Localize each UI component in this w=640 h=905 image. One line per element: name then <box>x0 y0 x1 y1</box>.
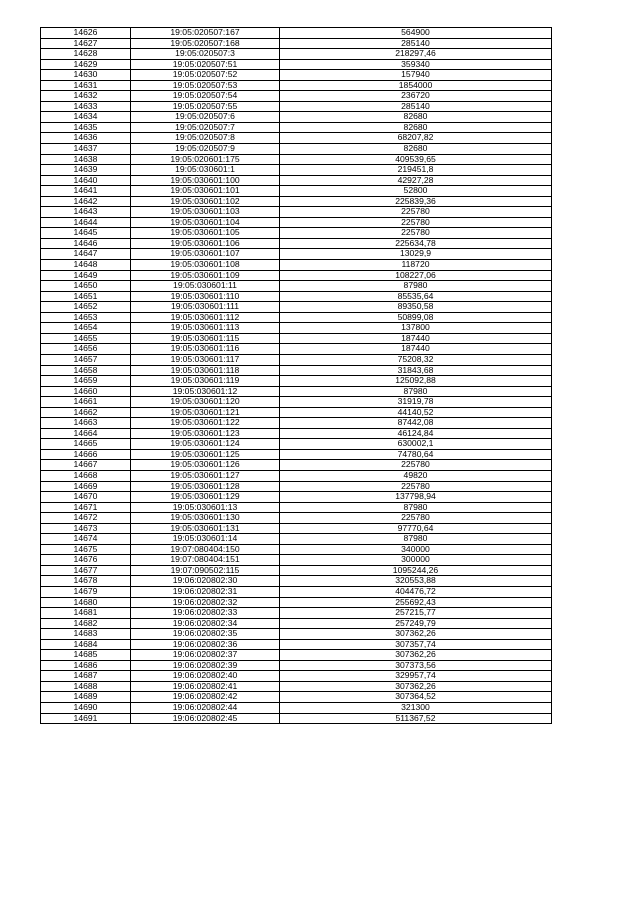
value-cell: 52800 <box>280 186 552 197</box>
table-row <box>41 38 552 49</box>
table-row <box>41 386 552 397</box>
value-cell: 225839,36 <box>280 196 552 207</box>
table-row <box>41 112 552 123</box>
value-cell: 89350,58 <box>280 302 552 313</box>
cadastral-number-cell: 19:05:030601:131 <box>131 523 280 534</box>
cadastral-number-cell: 19:05:030601:123 <box>131 428 280 439</box>
value-cell: 74780,64 <box>280 449 552 460</box>
cadastral-number-cell: 19:05:020507:7 <box>131 122 280 133</box>
value-cell: 87980 <box>280 281 552 292</box>
table-row <box>41 186 552 197</box>
table-row <box>41 133 552 144</box>
table-row <box>41 281 552 292</box>
table-row <box>41 59 552 70</box>
row-number-cell: 14650 <box>41 281 131 292</box>
row-number-cell: 14639 <box>41 165 131 176</box>
value-cell: 1095244,26 <box>280 565 552 576</box>
cadastral-number-cell: 19:05:030601:110 <box>131 291 280 302</box>
table-row <box>41 692 552 703</box>
value-cell: 1854000 <box>280 80 552 91</box>
table-row <box>41 534 552 545</box>
cadastral-number-cell: 19:05:030601:111 <box>131 302 280 313</box>
cadastral-number-cell: 19:05:030601:127 <box>131 470 280 481</box>
row-number-cell: 14654 <box>41 323 131 334</box>
table-row <box>41 196 552 207</box>
value-cell: 404476,72 <box>280 586 552 597</box>
row-number-cell: 14644 <box>41 217 131 228</box>
table-row <box>41 354 552 365</box>
row-number-cell: 14675 <box>41 544 131 555</box>
value-cell: 68207,82 <box>280 133 552 144</box>
row-number-cell: 14630 <box>41 70 131 81</box>
value-cell: 307357,74 <box>280 639 552 650</box>
value-cell: 82680 <box>280 122 552 133</box>
cadastral-number-cell: 19:05:030601:11 <box>131 281 280 292</box>
row-number-cell: 14649 <box>41 270 131 281</box>
table-row <box>41 344 552 355</box>
cadastral-number-cell: 19:05:030601:122 <box>131 418 280 429</box>
table-row <box>41 376 552 387</box>
row-number-cell: 14679 <box>41 586 131 597</box>
cadastral-number-cell: 19:05:030601:100 <box>131 175 280 186</box>
value-cell: 50899,08 <box>280 312 552 323</box>
cadastral-number-cell: 19:06:020802:33 <box>131 608 280 619</box>
value-cell: 300000 <box>280 555 552 566</box>
value-cell: 257249,79 <box>280 618 552 629</box>
table-row <box>41 586 552 597</box>
cadastral-number-cell: 19:06:020802:44 <box>131 703 280 714</box>
cadastral-number-cell: 19:05:030601:106 <box>131 238 280 249</box>
row-number-cell: 14627 <box>41 38 131 49</box>
cadastral-number-cell: 19:05:030601:125 <box>131 449 280 460</box>
value-cell: 157940 <box>280 70 552 81</box>
table-row <box>41 49 552 60</box>
cadastral-number-cell: 19:05:030601:103 <box>131 207 280 218</box>
row-number-cell: 14669 <box>41 481 131 492</box>
cadastral-number-cell: 19:05:030601:101 <box>131 186 280 197</box>
row-number-cell: 14651 <box>41 291 131 302</box>
table-row <box>41 28 552 39</box>
value-cell: 564900 <box>280 28 552 39</box>
cadastral-number-cell: 19:05:030601:128 <box>131 481 280 492</box>
cadastral-number-cell: 19:05:020507:52 <box>131 70 280 81</box>
value-cell: 218297,46 <box>280 49 552 60</box>
table-row <box>41 597 552 608</box>
table-row <box>41 397 552 408</box>
table-row <box>41 618 552 629</box>
row-number-cell: 14653 <box>41 312 131 323</box>
value-cell: 42927,28 <box>280 175 552 186</box>
row-number-cell: 14635 <box>41 122 131 133</box>
cadastral-number-cell: 19:06:020802:40 <box>131 671 280 682</box>
value-cell: 225780 <box>280 481 552 492</box>
row-number-cell: 14652 <box>41 302 131 313</box>
table-row <box>41 555 552 566</box>
table-row <box>41 523 552 534</box>
cadastral-number-cell: 19:06:020802:36 <box>131 639 280 650</box>
cadastral-number-cell: 19:05:030601:112 <box>131 312 280 323</box>
row-number-cell: 14684 <box>41 639 131 650</box>
cadastral-number-cell: 19:07:090502:115 <box>131 565 280 576</box>
value-cell: 187440 <box>280 333 552 344</box>
value-cell: 125092,88 <box>280 376 552 387</box>
row-number-cell: 14631 <box>41 80 131 91</box>
value-cell: 31843,68 <box>280 365 552 376</box>
table-row <box>41 101 552 112</box>
cadastral-number-cell: 19:05:030601:109 <box>131 270 280 281</box>
table-row <box>41 270 552 281</box>
table-row <box>41 470 552 481</box>
row-number-cell: 14638 <box>41 154 131 165</box>
row-number-cell: 14674 <box>41 534 131 545</box>
table-body <box>41 28 552 724</box>
cadastral-number-cell: 19:06:020802:45 <box>131 713 280 724</box>
table-row <box>41 323 552 334</box>
cadastral-number-cell: 19:05:030601:116 <box>131 344 280 355</box>
cadastral-number-cell: 19:05:020507:168 <box>131 38 280 49</box>
value-cell: 13029,9 <box>280 249 552 260</box>
row-number-cell: 14671 <box>41 502 131 513</box>
value-cell: 118720 <box>280 260 552 271</box>
row-number-cell: 14633 <box>41 101 131 112</box>
value-cell: 329957,74 <box>280 671 552 682</box>
cadastral-number-cell: 19:05:030601:115 <box>131 333 280 344</box>
cadastral-number-cell: 19:06:020802:34 <box>131 618 280 629</box>
row-number-cell: 14646 <box>41 238 131 249</box>
row-number-cell: 14673 <box>41 523 131 534</box>
cadastral-number-cell: 19:05:020507:167 <box>131 28 280 39</box>
value-cell: 46124,84 <box>280 428 552 439</box>
value-cell: 307362,26 <box>280 650 552 661</box>
cadastral-number-cell: 19:05:020507:9 <box>131 144 280 155</box>
cadastral-number-cell: 19:06:020802:39 <box>131 660 280 671</box>
table-row <box>41 312 552 323</box>
row-number-cell: 14683 <box>41 629 131 640</box>
row-number-cell: 14664 <box>41 428 131 439</box>
row-number-cell: 14629 <box>41 59 131 70</box>
value-cell: 87980 <box>280 534 552 545</box>
value-cell: 108227,06 <box>280 270 552 281</box>
cadastral-number-cell: 19:05:030601:130 <box>131 513 280 524</box>
table-row <box>41 502 552 513</box>
cadastral-number-cell: 19:05:020507:55 <box>131 101 280 112</box>
cadastral-number-cell: 19:05:020507:8 <box>131 133 280 144</box>
table-row <box>41 165 552 176</box>
table-row <box>41 460 552 471</box>
value-cell: 511367,52 <box>280 713 552 724</box>
cadastral-number-cell: 19:05:030601:1 <box>131 165 280 176</box>
cadastral-number-cell: 19:05:030601:102 <box>131 196 280 207</box>
row-number-cell: 14670 <box>41 492 131 503</box>
table-row <box>41 565 552 576</box>
value-cell: 307362,26 <box>280 629 552 640</box>
row-number-cell: 14681 <box>41 608 131 619</box>
table-row <box>41 629 552 640</box>
row-number-cell: 14680 <box>41 597 131 608</box>
row-number-cell: 14655 <box>41 333 131 344</box>
row-number-cell: 14658 <box>41 365 131 376</box>
table-row <box>41 671 552 682</box>
cadastral-number-cell: 19:05:020507:54 <box>131 91 280 102</box>
cadastral-number-cell: 19:05:030601:104 <box>131 217 280 228</box>
row-number-cell: 14666 <box>41 449 131 460</box>
value-cell: 225780 <box>280 513 552 524</box>
row-number-cell: 14682 <box>41 618 131 629</box>
table-row <box>41 439 552 450</box>
row-number-cell: 14628 <box>41 49 131 60</box>
value-cell: 285140 <box>280 101 552 112</box>
cadastral-number-cell: 19:05:030601:124 <box>131 439 280 450</box>
table-row <box>41 713 552 724</box>
table-row <box>41 660 552 671</box>
row-number-cell: 14691 <box>41 713 131 724</box>
value-cell: 82680 <box>280 112 552 123</box>
value-cell: 225634,78 <box>280 238 552 249</box>
cadastral-number-cell: 19:05:030601:13 <box>131 502 280 513</box>
table-row <box>41 260 552 271</box>
value-cell: 307373,56 <box>280 660 552 671</box>
value-cell: 87980 <box>280 502 552 513</box>
value-cell: 219451,8 <box>280 165 552 176</box>
value-cell: 307362,26 <box>280 681 552 692</box>
table-row <box>41 513 552 524</box>
cadastral-number-cell: 19:05:020507:51 <box>131 59 280 70</box>
table-row <box>41 681 552 692</box>
table-row <box>41 91 552 102</box>
row-number-cell: 14645 <box>41 228 131 239</box>
value-cell: 49820 <box>280 470 552 481</box>
value-cell: 340000 <box>280 544 552 555</box>
table-row <box>41 175 552 186</box>
row-number-cell: 14665 <box>41 439 131 450</box>
value-cell: 257215,77 <box>280 608 552 619</box>
row-number-cell: 14657 <box>41 354 131 365</box>
table-row <box>41 207 552 218</box>
cadastral-number-cell: 19:05:030601:105 <box>131 228 280 239</box>
table-row <box>41 122 552 133</box>
value-cell: 225780 <box>280 228 552 239</box>
value-cell: 85535,64 <box>280 291 552 302</box>
row-number-cell: 14687 <box>41 671 131 682</box>
table-row <box>41 365 552 376</box>
table-row <box>41 544 552 555</box>
table-row <box>41 70 552 81</box>
table-row <box>41 608 552 619</box>
cadastral-number-cell: 19:05:030601:126 <box>131 460 280 471</box>
table-row <box>41 154 552 165</box>
value-cell: 359340 <box>280 59 552 70</box>
row-number-cell: 14626 <box>41 28 131 39</box>
table-row <box>41 418 552 429</box>
value-cell: 97770,64 <box>280 523 552 534</box>
cadastral-number-cell: 19:05:030601:14 <box>131 534 280 545</box>
row-number-cell: 14677 <box>41 565 131 576</box>
value-cell: 82680 <box>280 144 552 155</box>
row-number-cell: 14647 <box>41 249 131 260</box>
row-number-cell: 14676 <box>41 555 131 566</box>
table-row <box>41 492 552 503</box>
value-cell: 137800 <box>280 323 552 334</box>
row-number-cell: 14643 <box>41 207 131 218</box>
value-cell: 320553,88 <box>280 576 552 587</box>
cadastral-number-cell: 19:05:030601:119 <box>131 376 280 387</box>
row-number-cell: 14678 <box>41 576 131 587</box>
value-cell: 87442,08 <box>280 418 552 429</box>
row-number-cell: 14689 <box>41 692 131 703</box>
table-row <box>41 291 552 302</box>
value-cell: 44140,52 <box>280 407 552 418</box>
row-number-cell: 14686 <box>41 660 131 671</box>
row-number-cell: 14648 <box>41 260 131 271</box>
table-row <box>41 428 552 439</box>
value-cell: 225780 <box>280 217 552 228</box>
table-row <box>41 481 552 492</box>
value-cell: 255692,43 <box>280 597 552 608</box>
table-row <box>41 650 552 661</box>
row-number-cell: 14656 <box>41 344 131 355</box>
cadastral-number-cell: 19:06:020802:35 <box>131 629 280 640</box>
cadastral-number-cell: 19:05:030601:120 <box>131 397 280 408</box>
row-number-cell: 14634 <box>41 112 131 123</box>
table-row <box>41 249 552 260</box>
value-cell: 87980 <box>280 386 552 397</box>
value-cell: 321300 <box>280 703 552 714</box>
row-number-cell: 14641 <box>41 186 131 197</box>
row-number-cell: 14636 <box>41 133 131 144</box>
cadastral-number-cell: 19:06:020802:37 <box>131 650 280 661</box>
cadastral-number-cell: 19:06:020802:32 <box>131 597 280 608</box>
table-row <box>41 449 552 460</box>
cadastral-number-cell: 19:06:020802:31 <box>131 586 280 597</box>
value-cell: 307364,52 <box>280 692 552 703</box>
row-number-cell: 14688 <box>41 681 131 692</box>
row-number-cell: 14660 <box>41 386 131 397</box>
cadastral-number-cell: 19:05:030601:12 <box>131 386 280 397</box>
row-number-cell: 14668 <box>41 470 131 481</box>
value-cell: 75208,32 <box>280 354 552 365</box>
row-number-cell: 14672 <box>41 513 131 524</box>
row-number-cell: 14632 <box>41 91 131 102</box>
value-cell: 187440 <box>280 344 552 355</box>
value-cell: 630002,1 <box>280 439 552 450</box>
cadastral-number-cell: 19:06:020802:30 <box>131 576 280 587</box>
table-row <box>41 703 552 714</box>
row-number-cell: 14661 <box>41 397 131 408</box>
cadastral-number-cell: 19:07:080404:151 <box>131 555 280 566</box>
cadastral-number-cell: 19:05:020507:53 <box>131 80 280 91</box>
table-row <box>41 639 552 650</box>
cadastral-number-cell: 19:07:080404:150 <box>131 544 280 555</box>
cadastral-number-cell: 19:05:030601:121 <box>131 407 280 418</box>
table-row <box>41 333 552 344</box>
cadastral-number-cell: 19:05:020507:3 <box>131 49 280 60</box>
cadastral-number-cell: 19:06:020802:42 <box>131 692 280 703</box>
value-cell: 137798,94 <box>280 492 552 503</box>
value-cell: 285140 <box>280 38 552 49</box>
row-number-cell: 14685 <box>41 650 131 661</box>
row-number-cell: 14642 <box>41 196 131 207</box>
table-row <box>41 80 552 91</box>
row-number-cell: 14663 <box>41 418 131 429</box>
table-row <box>41 228 552 239</box>
row-number-cell: 14640 <box>41 175 131 186</box>
value-cell: 409539,65 <box>280 154 552 165</box>
value-cell: 225780 <box>280 460 552 471</box>
table-row <box>41 576 552 587</box>
value-cell: 31919,78 <box>280 397 552 408</box>
row-number-cell: 14662 <box>41 407 131 418</box>
cadastral-number-cell: 19:05:030601:129 <box>131 492 280 503</box>
cadastral-value-table <box>40 27 552 724</box>
cadastral-number-cell: 19:05:030601:117 <box>131 354 280 365</box>
table-row <box>41 407 552 418</box>
cadastral-number-cell: 19:05:020507:6 <box>131 112 280 123</box>
cadastral-number-cell: 19:05:030601:108 <box>131 260 280 271</box>
row-number-cell: 14637 <box>41 144 131 155</box>
row-number-cell: 14690 <box>41 703 131 714</box>
cadastral-number-cell: 19:05:020601:175 <box>131 154 280 165</box>
table-row <box>41 302 552 313</box>
cadastral-number-cell: 19:05:030601:107 <box>131 249 280 260</box>
row-number-cell: 14659 <box>41 376 131 387</box>
table-row <box>41 144 552 155</box>
cadastral-number-cell: 19:06:020802:41 <box>131 681 280 692</box>
value-cell: 225780 <box>280 207 552 218</box>
cadastral-number-cell: 19:05:030601:118 <box>131 365 280 376</box>
table-row <box>41 217 552 228</box>
cadastral-number-cell: 19:05:030601:113 <box>131 323 280 334</box>
row-number-cell: 14667 <box>41 460 131 471</box>
value-cell: 236720 <box>280 91 552 102</box>
table-row <box>41 238 552 249</box>
